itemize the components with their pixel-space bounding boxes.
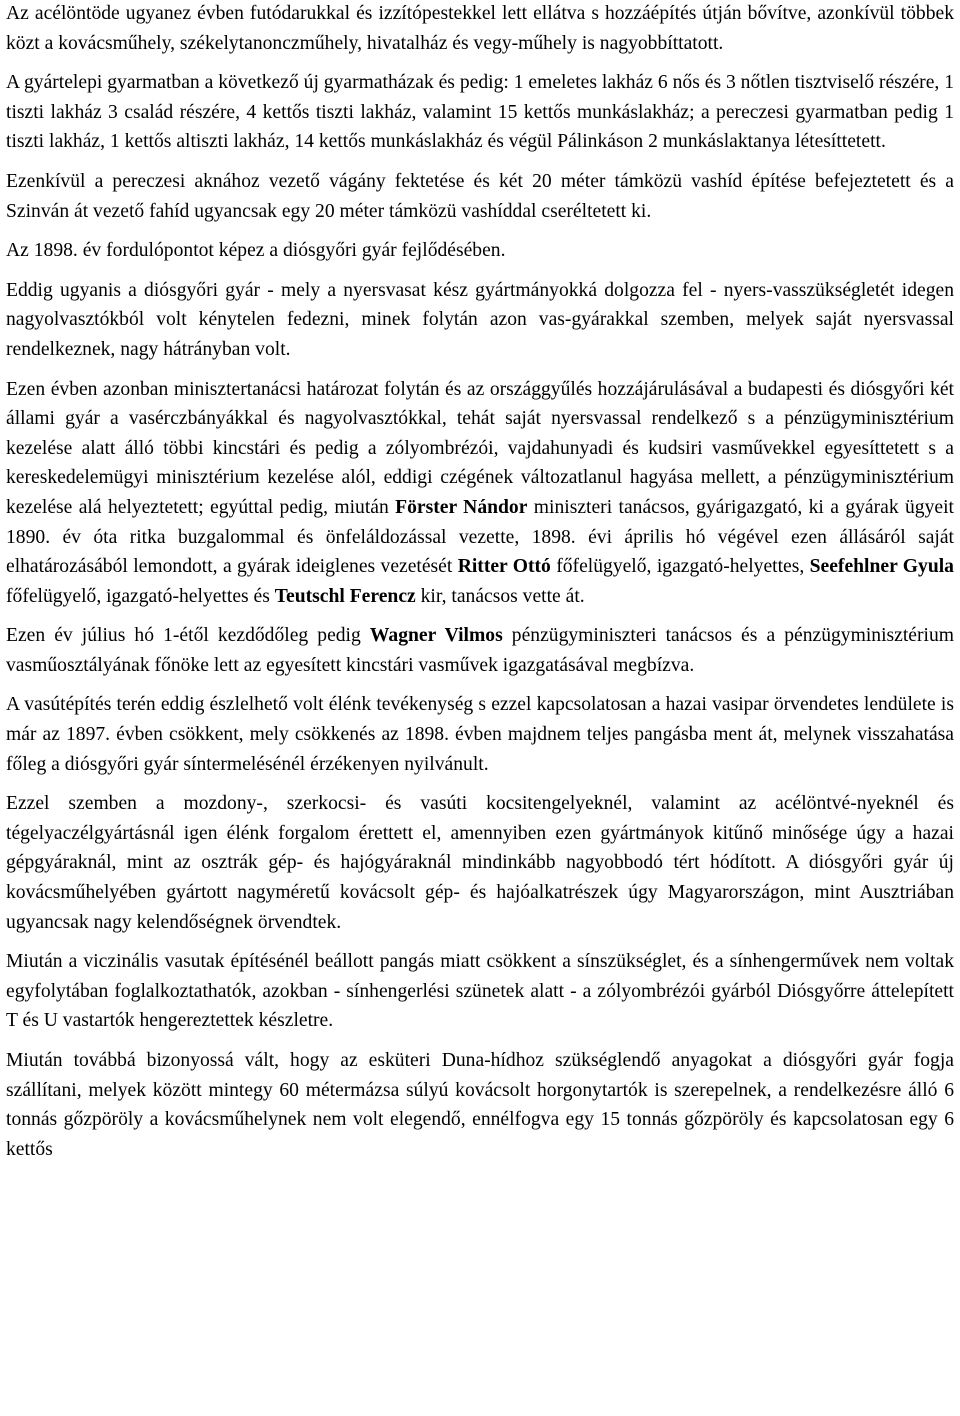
paragraph-6-text-d: főfelügyelő, igazgató-helyettes és: [6, 585, 275, 607]
paragraph-11: [6, 1046, 954, 1164]
paragraph-11-text: Miután továbbá bizonyossá vált, hogy az esküteri Duna-hídhoz szükséglendő anyagokat a diósgyőri gyár fogja szállítani, melyek között mintegy 60 métermázsa súlyú kovácsolt horgonytartók is szerepelnek, a rendelkezésre álló 6 tonnás gőzpöröly a kovácsműhelynek nem volt elegendő, ennélfogva egy 15 tonnás gőzpöröly és kapcsolatosan egy 6 kettős: [6, 1050, 954, 1160]
name-ritter-otto: Ritter Ottó: [457, 556, 551, 578]
paragraph-6-text-a: Ezen évben azonban minisztertanácsi határozat folytán és az országgyűlés hozzájárulásával a budapesti és diósgyőri két állami gyár a vasérczbányákkal és nagyolvasztókkal, tehát saját nyersvassal rendelkező s a pénzügyminisztérium kezelése alatt álló többi kincstári és pedig a zólyombrézói, vajdahunyadi és kudsiri vasművekkel egyesíttetett s a kereskedelemügyi minisztérium kezelése alól, eddigi czégének változatlanul hagyása mellett, a pénzügyminisztérium kezelése alá helyeztetett; egyúttal pedig, miután: [6, 378, 954, 518]
paragraph-9: [6, 789, 954, 937]
paragraph-3: [6, 167, 954, 226]
paragraph-6-text-b: miniszteri tanácsos, gyárigazgató, ki a gyárak ügyeit 1890. év óta ritka buzgalommal és önfeláldozással vezette, 1898. évi április hó végével ezen állásáról saját elhatározásából lemondott, a gyárak ideiglenes vezetését: [6, 496, 954, 578]
paragraph-6-text-e: kir, tanácsos vette át.: [415, 585, 585, 607]
paragraph-4: [6, 236, 954, 266]
name-wagner-vilmos: Wagner Vilmos: [369, 625, 503, 647]
paragraph-10: [6, 947, 954, 1036]
document-page: [6, 0, 954, 1174]
name-teutschl-ferencz: Teutschl Ferencz: [274, 585, 416, 607]
paragraph-1-text: Az acélöntöde ugyanez évben futódarukkal és izzítópestekkel lett ellátva s hozzáépítés útján bővítve, azonkívül többek közt a kovácsműhely, székelytanonczműhely, hivatalház és vegy-műhely is nagyobbíttatott.: [6, 3, 954, 54]
paragraph-8: [6, 690, 954, 779]
paragraph-9-text: Ezzel szemben a mozdony-, szerkocsi- és vasúti kocsitengelyeknél, valamint az acélöntvé-nyeknél és tégelyaczélgyártásnál igen élénk forgalom érettett el, amennyiben ezen gyártmányok kitűnő minősége úgy a hazai gépgyáraknál, mint az osztrák gép- és hajógyáraknál mindinkább nagyobbodó tért hódított. A diósgyőri gyár új kovácsműhelyében gyártott nagyméretű kovácsolt gép- és hajóalkatrészek úgy Magyarországon, mint Ausztriában ugyancsak nagy kelendőségnek örvendtek.: [6, 793, 954, 933]
name-seefehlner-gyula: Seefehlner Gyula: [809, 556, 954, 578]
paragraph-7-text-a: Ezen év július hó 1-étől kezdődőleg pedig: [6, 625, 370, 647]
paragraph-8-text: A vasútépítés terén eddig észlelhető volt élénk tevékenység s ezzel kapcsolatosan a hazai vasipar örvendetes lendülete is már az 1897. évben csökkent, mely csökkenés az 1898. évben majdnem teljes pangásba ment át, melynek visszahatása főleg a diósgyőri gyár síntermelésénél érzékenyen nyilvánult.: [6, 694, 954, 775]
paragraph-1: [6, 0, 954, 58]
paragraph-6-text-c: főfelügyelő, igazgató-helyettes,: [550, 556, 810, 578]
paragraph-2-text: A gyártelepi gyarmatban a következő új gyarmatházak és pedig: 1 emeletes lakház 6 nős és 3 nőtlen tisztviselő részére, 1 tiszti lakház 3 család részére, 4 kettős tiszti lakház, valamint 15 kettős munkáslakház; a pereczesi gyarmatban pedig 1 tiszti lakház, 1 kettős altiszti lakház, 14 kettős munkáslakház és végül Pálinkáson 2 munkáslaktanya létesíttetett.: [6, 72, 954, 153]
paragraph-10-text: Miután a viczinális vasutak építésénél beállott pangás miatt csökkent a sínszükséglet, és a sínhengerművek nem voltak egyfolytában foglalkoztathatók, azokban - sínhengerlési szünetek alatt - a zólyombrézói gyárból Diósgyőrre áttelepített T és U vastartók hengereztettek készletre.: [6, 951, 954, 1032]
paragraph-2: [6, 68, 954, 157]
paragraph-7-text-b: pénzügyminiszteri tanácsos és a pénzügyminisztérium vasműosztályának főnöke lett az egyesített kincstári vasművek igazgatásával megbízva.: [6, 625, 955, 676]
name-forster-nandor: Förster Nándor: [395, 496, 528, 518]
paragraph-4-text: Az 1898. év fordulópontot képez a diósgyőri gyár fejlődésében.: [6, 240, 506, 262]
paragraph-7: [6, 621, 954, 680]
paragraph-5-text: Eddig ugyanis a diósgyőri gyár - mely a nyersvasat kész gyártmányokká dolgozza fel - nyers-vasszükségletét idegen nagyolvasztókból volt kénytelen fedezni, minek folytán azon vas-gyárakkal szemben, melyek saját nyersvassal rendelkeznek, nagy hátrányban volt.: [6, 279, 954, 360]
paragraph-5: [6, 276, 954, 365]
paragraph-3-text: Ezenkívül a pereczesi aknához vezető vágány fektetése és két 20 méter támközü vashíd építése befejeztetett és a Szinván át vezető fahíd ugyancsak egy 20 méter támközü vashíddal cseréltetett ki.: [6, 170, 954, 222]
paragraph-6: [6, 375, 954, 612]
